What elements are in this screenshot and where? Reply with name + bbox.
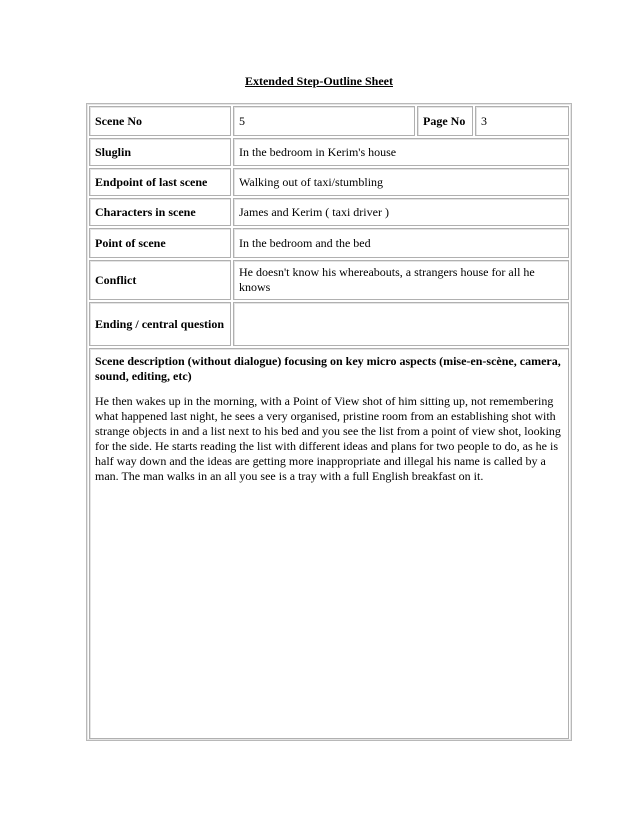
point-value: In the bedroom and the bed [233,228,569,258]
scene-description [89,348,569,739]
sluglin-label: Sluglin [89,138,231,166]
point-label: Point of scene [89,228,231,258]
characters-value: James and Kerim ( taxi driver ) [233,198,569,226]
sluglin-value: In the bedroom in Kerim's house [233,138,569,166]
scene-no-label: Scene No [89,106,231,136]
scene-no-value: 5 [233,106,415,136]
endpoint-value: Walking out of taxi/stumbling [233,168,569,196]
page-no-value: 3 [475,106,569,136]
scene-description-body: He then wakes up in the morning, with a Point of View shot of him sitting up, not remembering what happened last night, he sees a very organised, pristine room from an establishing shot with strange objects in and a list next to his bed and you see the list from a point of view shot, looking for the side. He starts reading the list with different ideas and plans for two people to do, as he is half way down and the ideas are getting more inappropriate and illegal his name is called by a man. The man walks in an all you see is a tray with a full English breakfast on it. [95,394,561,483]
conflict-label: Conflict [89,260,231,300]
page-no-label: Page No [417,106,473,136]
ending-value [233,302,569,346]
ending-label: Ending / central question [89,302,231,346]
characters-label: Characters in scene [89,198,231,226]
conflict-value: He doesn't know his whereabouts, a strangers house for all he knows [233,260,569,300]
endpoint-label: Endpoint of last scene [89,168,231,196]
sheet-title: Extended Step-Outline Sheet [244,74,393,88]
scene-description-heading: Scene description (without dialogue) focusing on key micro aspects (mise-en-scène, camera, sound, editing, etc) [95,354,561,383]
step-outline-table [86,103,572,741]
